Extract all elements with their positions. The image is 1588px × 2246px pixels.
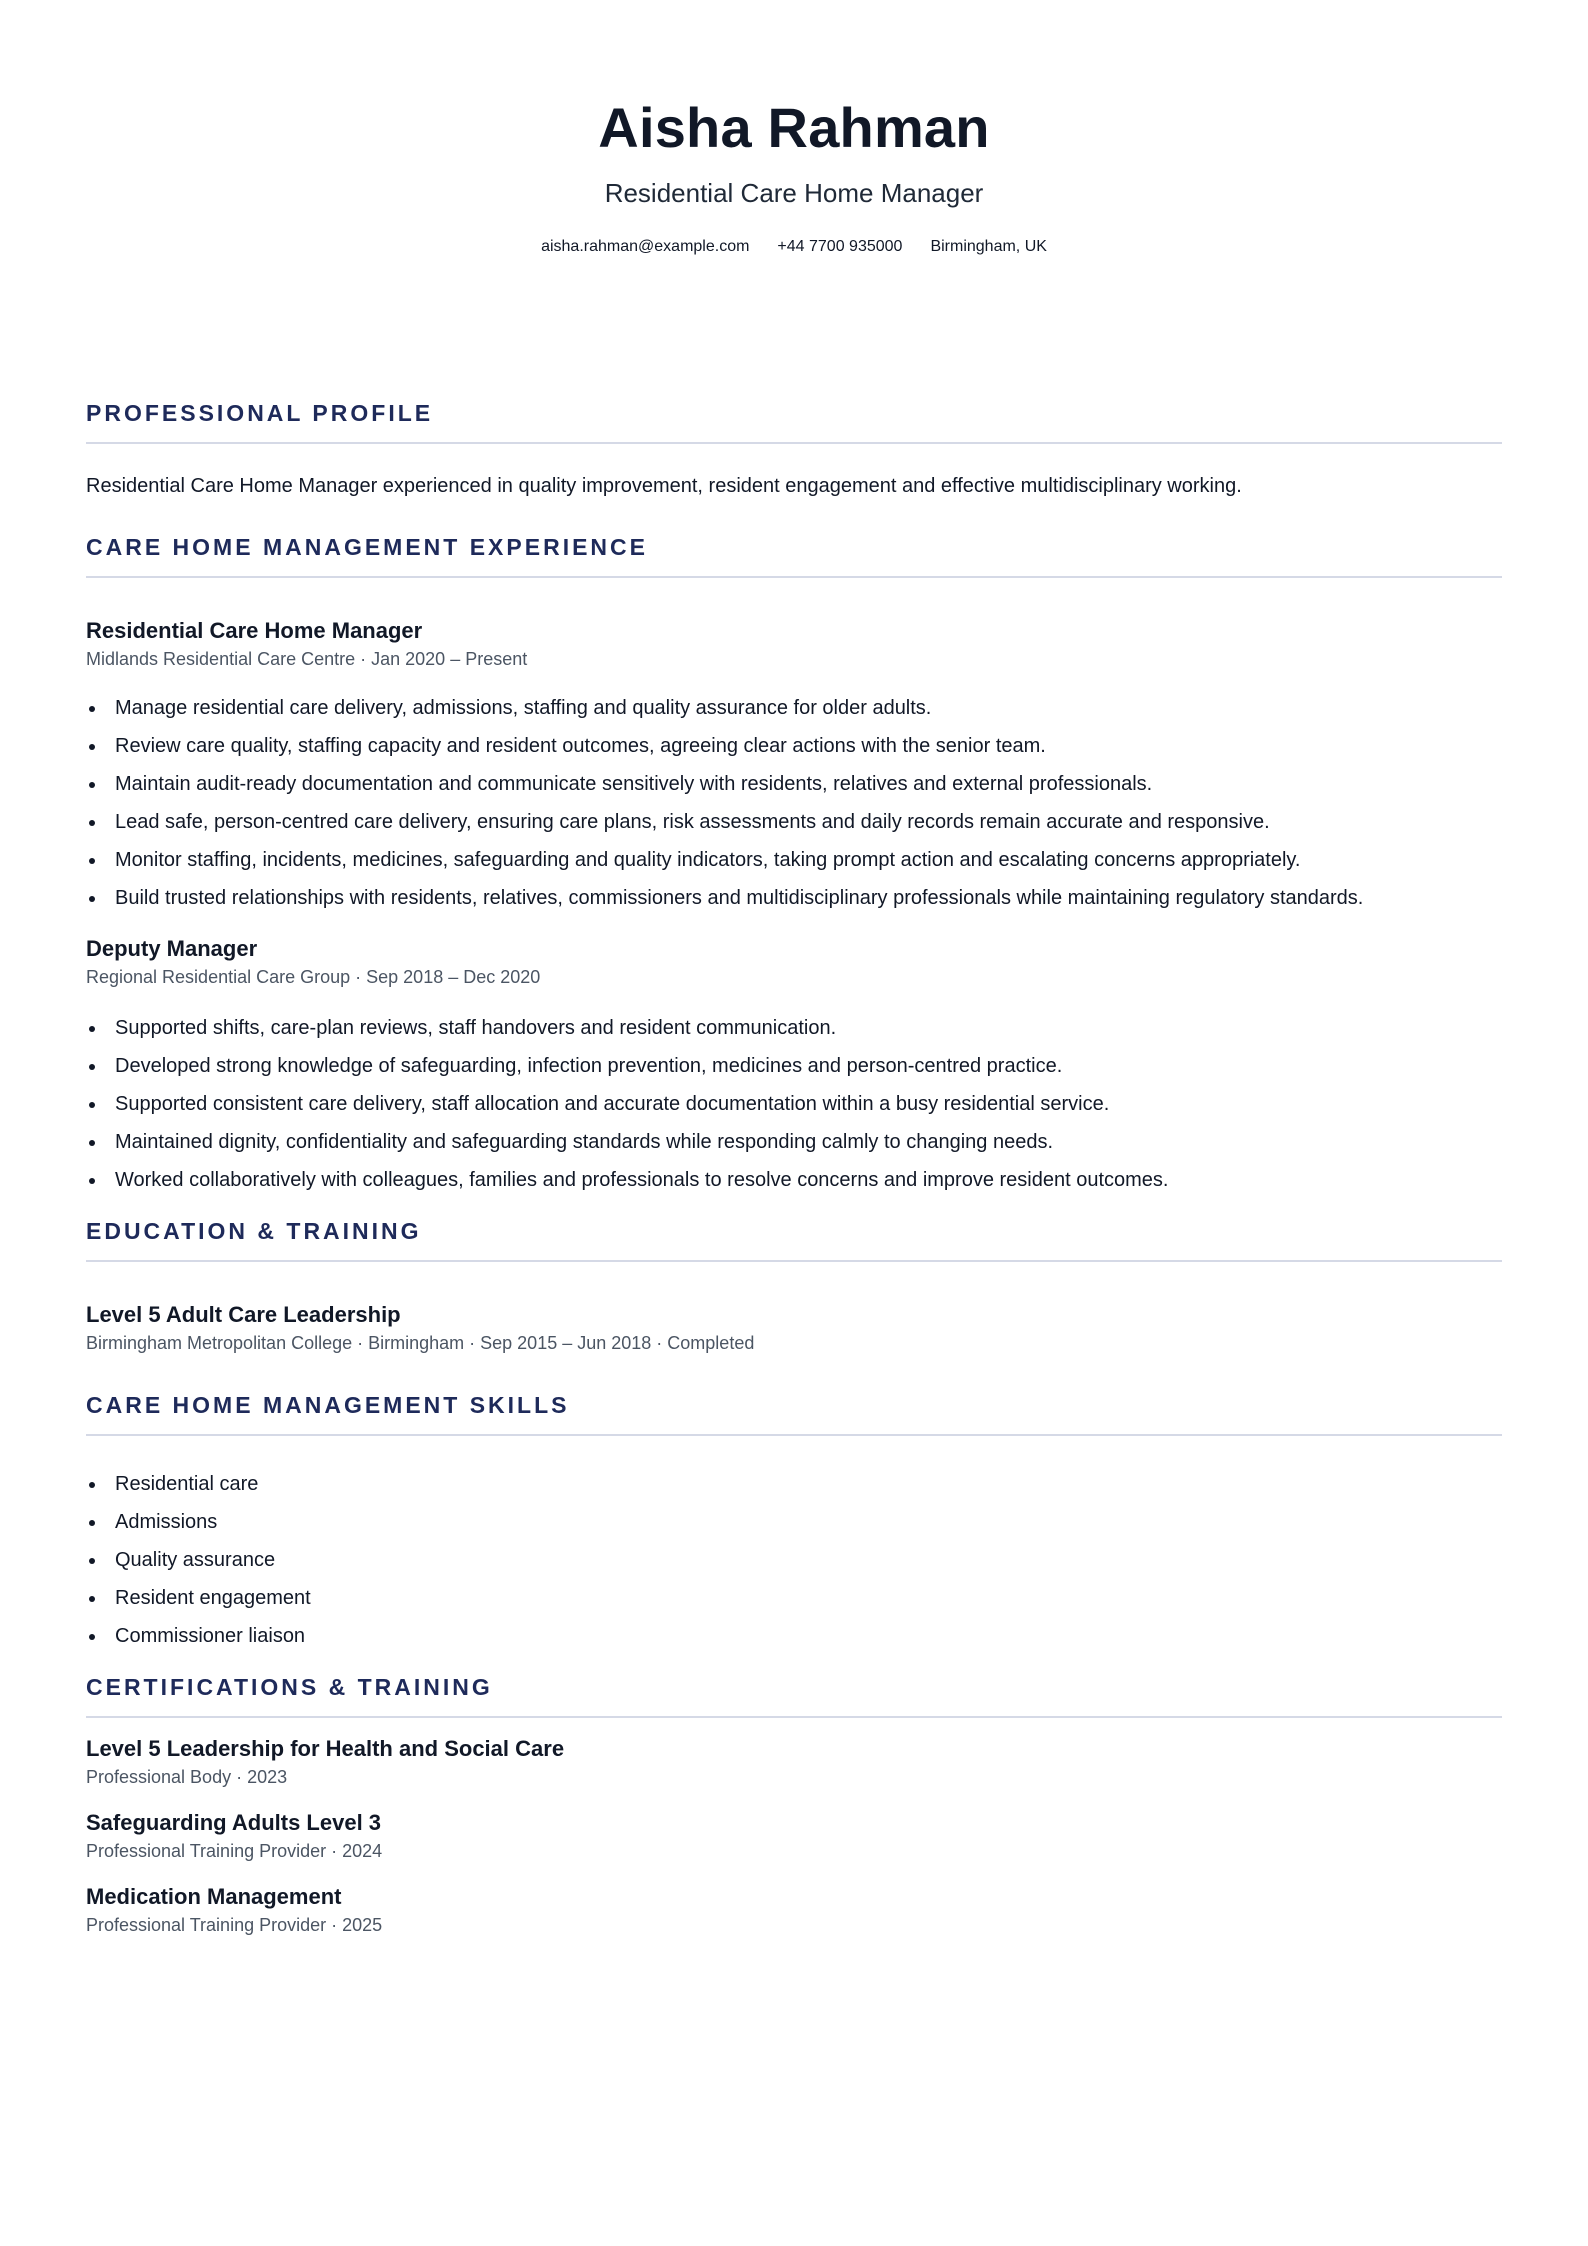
- cert-meta: Professional Training Provider · 2024: [86, 1841, 383, 1861]
- profile-section: [86, 398, 1502, 500]
- cert-entry: [86, 1734, 1502, 1790]
- section-title-certifications: CERTIFICATIONS & TRAINING: [86, 1674, 493, 1700]
- skills-section: [86, 1390, 1502, 1650]
- list-item: Admissions: [86, 1508, 1502, 1536]
- resume-header: [86, 0, 1502, 258]
- job-meta: Regional Residential Care Group · Sep 2018 – Dec 2020: [86, 967, 541, 987]
- list-item: Review care quality, staffing capacity and resident outcomes, agreeing clear actions with the senior team.: [86, 732, 1502, 760]
- education-entry: [86, 1300, 1502, 1356]
- job-title: Deputy Manager: [86, 936, 258, 961]
- list-item: Supported consistent care delivery, staff allocation and accurate documentation within a busy residential service.: [86, 1090, 1502, 1118]
- section-divider: [86, 1434, 1502, 1436]
- job-entry: [86, 616, 1502, 912]
- cert-title: Medication Management: [86, 1884, 342, 1909]
- list-item: Worked collaboratively with colleagues, families and professionals to resolve concerns and improve resident outcomes.: [86, 1166, 1502, 1194]
- list-item: Resident engagement: [86, 1584, 1502, 1612]
- section-title-experience: CARE HOME MANAGEMENT EXPERIENCE: [86, 534, 648, 560]
- section-title-education: EDUCATION & TRAINING: [86, 1218, 422, 1244]
- section-divider: [86, 576, 1502, 578]
- list-item: Supported shifts, care-plan reviews, staff handovers and resident communication.: [86, 1014, 1502, 1042]
- contact-location: Birmingham, UK: [930, 238, 1047, 255]
- job-bullets: [86, 694, 1502, 912]
- section-title-profile: PROFESSIONAL PROFILE: [86, 400, 434, 426]
- education-section: [86, 1216, 1502, 1356]
- candidate-name: Aisha Rahman: [598, 96, 990, 159]
- section-title-skills: CARE HOME MANAGEMENT SKILLS: [86, 1392, 570, 1418]
- contact-email[interactable]: aisha.rahman@example.com: [541, 238, 750, 255]
- profile-summary: Residential Care Home Manager experienced in quality improvement, resident engagement and effective multidisciplinary working.: [86, 475, 1242, 497]
- list-item: Monitor staffing, incidents, medicines, safeguarding and quality indicators, taking prompt action and escalating concerns appropriately.: [86, 846, 1502, 874]
- list-item: Maintained dignity, confidentiality and safeguarding standards while responding calmly to changing needs.: [86, 1128, 1502, 1156]
- cert-title: Level 5 Leadership for Health and Social Care: [86, 1736, 565, 1761]
- skills-list: [86, 1470, 1502, 1650]
- job-title: Residential Care Home Manager: [86, 618, 423, 643]
- list-item: Lead safe, person-centred care delivery, ensuring care plans, risk assessments and daily records remain accurate and responsive.: [86, 808, 1502, 836]
- contact-line: [86, 236, 1502, 258]
- section-divider: [86, 1716, 1502, 1718]
- list-item: Developed strong knowledge of safeguarding, infection prevention, medicines and person-centred practice.: [86, 1052, 1502, 1080]
- candidate-role: Residential Care Home Manager: [604, 178, 984, 208]
- job-meta: Midlands Residential Care Centre · Jan 2020 – Present: [86, 649, 528, 669]
- education-meta: Birmingham Metropolitan College · Birmingham · Sep 2015 – Jun 2018 · Completed: [86, 1333, 755, 1353]
- cert-entry: [86, 1882, 1502, 1938]
- list-item: Manage residential care delivery, admissions, staffing and quality assurance for older adults.: [86, 694, 1502, 722]
- cert-meta: Professional Body · 2023: [86, 1767, 288, 1787]
- list-item: Maintain audit-ready documentation and communicate sensitively with residents, relatives and external professionals.: [86, 770, 1502, 798]
- job-bullets: [86, 1014, 1502, 1194]
- list-item: Commissioner liaison: [86, 1622, 1502, 1650]
- cert-title: Safeguarding Adults Level 3: [86, 1810, 382, 1835]
- experience-section: [86, 532, 1502, 1194]
- contact-phone[interactable]: +44 7700 935000: [777, 238, 903, 255]
- list-item: Quality assurance: [86, 1546, 1502, 1574]
- cert-entry: [86, 1808, 1502, 1864]
- section-divider: [86, 1260, 1502, 1262]
- list-item: Build trusted relationships with residents, relatives, commissioners and multidisciplinary professionals while maintaining regulatory standards.: [86, 884, 1502, 912]
- cert-meta: Professional Training Provider · 2025: [86, 1915, 383, 1935]
- list-item: Residential care: [86, 1470, 1502, 1498]
- section-divider: [86, 442, 1502, 444]
- education-title: Level 5 Adult Care Leadership: [86, 1302, 401, 1327]
- certifications-section: [86, 1672, 1502, 1938]
- job-entry: [86, 934, 1502, 1194]
